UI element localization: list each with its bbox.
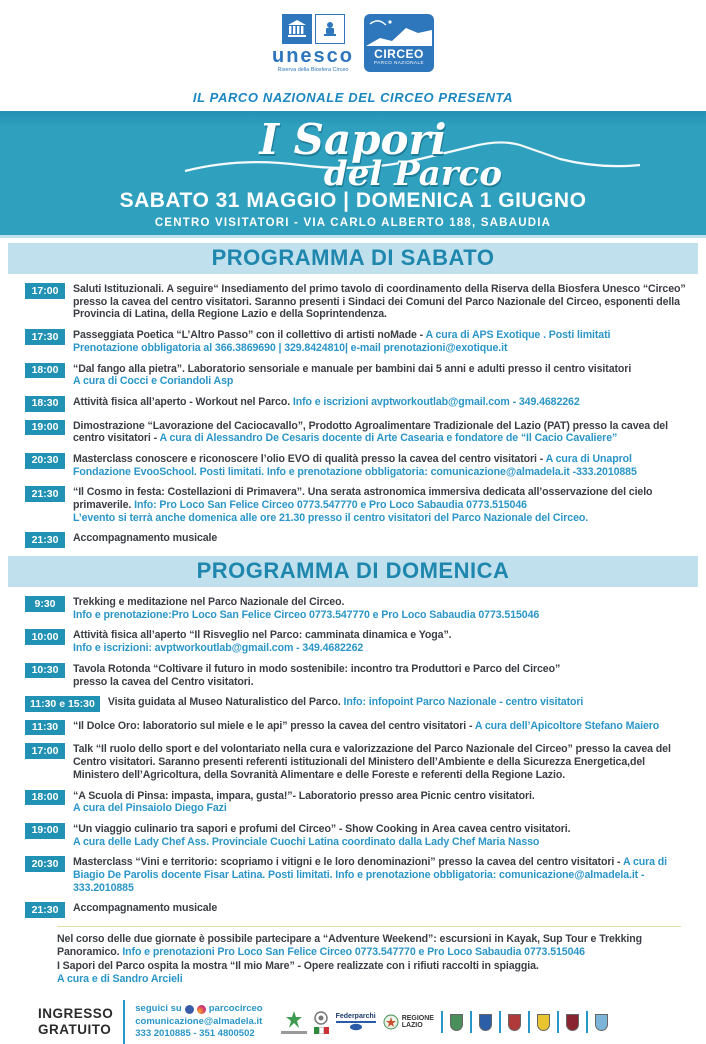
info-text: A cura di Biagio De Parolis docente Fisar Latina. Posti limitati. Info e prenotazione obbligatoria: comunicazione@almadela.it - 333.2010885 — [73, 856, 667, 894]
crest-separator — [528, 1011, 530, 1033]
event-text: Attività fisica all’aperto - Workout nel Parco. — [73, 395, 293, 408]
event-description — [108, 696, 583, 709]
facebook-icon — [185, 1005, 194, 1014]
unesco-emblem-icon — [315, 14, 345, 44]
event-description — [73, 486, 692, 524]
event-text: presso la cavea del Centro visitatori. — [73, 675, 254, 688]
event-description — [73, 453, 692, 478]
event-description — [73, 663, 560, 688]
time-badge: 9:30 — [25, 596, 65, 612]
event-description — [73, 902, 217, 915]
saturday-heading: PROGRAMMA DI SABATO — [211, 245, 495, 270]
time-badge: 18:00 — [25, 363, 65, 379]
time-badge: 20:30 — [25, 453, 65, 469]
saturday-program-list — [0, 283, 706, 548]
event-text: Trekking e meditazione nel Parco Nazionale del Circeo. — [73, 596, 345, 609]
comune-crest-logo — [595, 1014, 608, 1031]
time-badge: 21:30 — [25, 532, 65, 548]
crest-separator — [499, 1011, 501, 1033]
info-text: Info e iscrizioni: avptworkoutlab@gmail.com - 349.4682262 — [73, 642, 364, 655]
program-item — [25, 532, 692, 548]
info-text: A cura delle Lady Chef Ass. Provinciale Cuochi Latina coordinato dalla Lady Chef Maria Nasso — [73, 835, 540, 848]
time-badge: 10:30 — [25, 663, 65, 679]
info-text: Info: infopoint Parco Nazionale - centro visitatori — [343, 696, 584, 709]
free-admission-line1: INGRESSO — [38, 1006, 114, 1022]
event-text: “Il Cosmo in festa: Costellazioni di Primavera”. Una serata astronomica immersiva dedicata all’osservazione del cielo primaverile. — [73, 486, 653, 512]
time-badge: 19:00 — [25, 420, 65, 436]
poster-title-line1: I Sapori — [259, 115, 447, 164]
info-text: A cura di Alessandro De Cesaris docente di Arte Casearia e fondatore de “Il Cacio Cavaliere” — [159, 432, 618, 445]
program-item — [25, 396, 692, 412]
info-text: A cura e di Sandro Arcieli — [57, 972, 183, 985]
unesco-wordmark: unesco — [271, 45, 355, 67]
free-admission-line2: GRATUITO — [38, 1022, 112, 1037]
note-separator — [57, 926, 681, 927]
info-text: Info e prenotazione:Pro Loco San Felice Circeo 0773.547770 e Pro Loco Sabaudia 0773.515046 — [73, 608, 540, 621]
info-text: Info: Pro Loco San Felice Circeo 0773.547770 e Pro Loco Sabaudia 0773.515046 — [134, 499, 527, 512]
time-badge: 21:30 — [25, 486, 65, 502]
info-text: A cura di Unaprol Fondazione EvooSchool. Posti limitati. Info e prenotazione obbligatoria: comunicazione@almadela.it -333.2010885 — [73, 452, 637, 478]
sunday-heading: PROGRAMMA DI DOMENICA — [196, 558, 510, 584]
circeo-logo-sub: PARCO NAZIONALE — [374, 60, 424, 65]
time-badge: 18:30 — [25, 396, 65, 412]
program-item — [25, 329, 692, 354]
header-logos — [0, 0, 706, 88]
comune-crest-logo — [508, 1014, 521, 1031]
event-description — [73, 532, 217, 545]
time-badge: 11:30 — [25, 720, 65, 736]
info-text: L’evento si terrà anche domenica alle ore 21.30 presso il centro visitatori del Parco Nazionale del Circeo. — [73, 511, 589, 524]
event-description — [73, 856, 692, 894]
crest-separator — [441, 1011, 443, 1033]
comune-crest-logo — [479, 1014, 492, 1031]
circeo-logo-name: CIRCEO — [374, 47, 424, 61]
event-description — [73, 720, 659, 733]
time-badge: 17:30 — [25, 329, 65, 345]
crest-separator — [586, 1011, 588, 1033]
title-banner — [0, 111, 706, 238]
program-item — [25, 453, 692, 478]
partner-logos — [281, 1010, 608, 1034]
event-description — [73, 329, 610, 354]
regione-label-2: LAZIO — [401, 1022, 423, 1029]
contact-phones: 333 2010885 - 351 4800502 — [135, 1028, 255, 1040]
program-item — [25, 743, 692, 781]
sunday-program-list — [0, 596, 706, 918]
closing-note — [0, 933, 706, 986]
time-badge: 11:30 e 15:30 — [25, 696, 100, 712]
free-admission-label — [38, 1006, 113, 1037]
event-dates: SABATO 31 MAGGIO | DOMENICA 1 GIUGNO — [119, 189, 587, 212]
footer-divider — [123, 1000, 125, 1044]
event-text: “A Scuola di Pinsa: impasta, impara, gusta!”- Laboratorio presso area Picnic centro visitatori. — [73, 789, 535, 802]
event-text: Visita guidata al Museo Naturalistico del Parco. — [107, 696, 344, 709]
event-text: “Il Dolce Oro: laboratorio sul miele e le api” presso la cavea del centro visitatori - — [73, 719, 475, 732]
event-description — [73, 363, 631, 388]
circeo-mountain-icon — [366, 16, 432, 46]
unesco-squares — [282, 14, 345, 44]
event-text: Attività fisica all’aperto “Il Risveglio nel Parco: camminata dinamica e Yoga”. — [73, 629, 452, 642]
presents-line: IL PARCO NAZIONALE DEL CIRCEO PRESENTA — [192, 90, 514, 105]
poster-title-line2: del Parco — [323, 154, 503, 194]
event-text: Talk “Il ruolo dello sport e del volontariato nella cura e valorizzazione del Parco Nazionale del Circeo” presso la cavea del Centro visitatori. Saranno presenti referenti istituzionali del Ministero dell’Ambiente e della Sicurezza Energetica,del Ministero dell’Agricoltura, della Sovranità Alimentare e delle Foreste e referenti della Regione Lazio. — [73, 743, 671, 781]
footer — [0, 986, 706, 1044]
crest-separator — [470, 1011, 472, 1033]
program-item — [25, 596, 692, 621]
contact-email: comunicazione@almadela.it — [135, 1015, 263, 1027]
info-text: Prenotazione obbligatoria al 366.3869690 | 329.8424810| e-mail prenotazioni@exotique.it — [73, 341, 508, 354]
program-item — [25, 720, 692, 736]
event-description — [73, 596, 539, 621]
crest-separator — [557, 1011, 559, 1033]
program-item — [25, 663, 692, 688]
event-text: I Sapori del Parco ospita la mostra “Il mio Mare” - Opere realizzate con i rifiuti raccolti in spiaggia. — [57, 959, 539, 972]
program-item — [25, 420, 692, 445]
program-item — [25, 696, 692, 712]
time-badge: 17:00 — [25, 283, 65, 299]
event-text: Accompagnamento musicale — [73, 902, 218, 915]
event-text: Nel corso delle due giornate è possibile partecipare a “Adventure Weekend”: escursioni in Kayak, Sup Tour e Trekking Panoramico. — [57, 933, 642, 959]
time-badge: 21:30 — [25, 902, 65, 918]
federparchi-logo: Federparchi — [336, 1013, 376, 1031]
program-item — [25, 486, 692, 524]
event-text: Tavola Rotonda “Coltivare il futuro in modo sostenibile: incontro tra Produttori e Parco del Circeo” — [73, 662, 561, 675]
program-item — [25, 283, 692, 321]
time-badge: 18:00 — [25, 790, 65, 806]
program-item — [25, 823, 692, 848]
saturday-heading-band — [8, 243, 698, 274]
program-item — [25, 902, 692, 918]
info-text: A cura dell’Apicoltore Stefano Maiero — [474, 719, 660, 732]
time-badge: 19:00 — [25, 823, 65, 839]
regione-lazio-logo — [383, 1014, 434, 1030]
social-prefix: seguici su — [135, 1002, 182, 1014]
event-description — [73, 790, 535, 815]
time-badge: 20:30 — [25, 856, 65, 872]
comune-crest-logo — [566, 1014, 579, 1031]
event-text: “Un viaggio culinario tra sapori e profumi del Circeo” - Show Cooking in Area cavea centro visitatori. — [73, 822, 571, 835]
regione-label-1: REGIONE — [401, 1014, 434, 1022]
event-text: “Dal fango alla pietra”. Laboratorio sensoriale e manuale per bambini dai 5 anni e adulti presso il centro visitatori — [73, 362, 632, 375]
time-badge: 10:00 — [25, 629, 65, 645]
event-description — [73, 823, 570, 848]
event-description — [73, 743, 692, 781]
unesco-logo — [272, 14, 354, 73]
unesco-tagline: Riserva della Biosfera Circeo — [277, 67, 349, 73]
comune-crest-logo — [450, 1014, 463, 1031]
program-item — [25, 363, 692, 388]
program-item — [25, 629, 692, 654]
instagram-icon — [197, 1005, 206, 1014]
ministry-star-logo — [281, 1010, 307, 1034]
ministry-emblem-logo — [314, 1011, 329, 1034]
program-item — [25, 790, 692, 815]
event-venue: CENTRO VISITATORI - VIA CARLO ALBERTO 188, SABAUDIA — [154, 217, 552, 229]
info-text: A cura del Pinsaiolo Diego Fazi — [73, 802, 227, 815]
event-text: Masterclass “Vini e territorio: scopriamo i vitigni e le loro denominazioni” presso la cavea del centro visitatori - — [73, 856, 623, 869]
info-text: A cura di APS Exotique . Posti limitati — [425, 329, 611, 342]
social-handle: parcocirceo — [208, 1002, 263, 1014]
circeo-park-logo — [364, 14, 434, 72]
event-text: Saluti Istituzionali. A seguire“ Insediamento del primo tavolo di coordinamento della Riserva della Biosfera Unesco “Circeo” presso la cavea del centro visitatori. Saranno presenti i Sindaci dei Comuni del Parco Nazionale del Circeo, esponenti della Provincia di Latina, della Regione Lazio e della Soprintendenza. — [73, 283, 686, 321]
comune-crest-logo — [537, 1014, 550, 1031]
event-text: Passeggiata Poetica “L’Altro Passo” con il collettivo di artisti noMade - — [73, 329, 426, 342]
info-text: Info e prenotazioni Pro Loco San Felice Circeo 0773.547770 e Pro Loco Sabaudia 0773.515046 — [122, 946, 585, 959]
event-text: Dimostrazione “Lavorazione del Caciocavallo”, Prodotto Agroalimentare Tradizionale del Lazio (PAT) presso la cavea del centro visitatori - — [73, 419, 668, 445]
unesco-temple-icon — [282, 14, 312, 44]
event-description — [73, 629, 452, 654]
event-description — [73, 396, 580, 409]
info-text: Info e iscrizioni avptworkoutlab@gmail.com - 349.4682262 — [292, 395, 580, 408]
program-item — [25, 856, 692, 894]
sunday-heading-band — [8, 556, 698, 587]
event-description — [73, 283, 692, 321]
municipal-crests — [441, 1011, 608, 1033]
event-text: Accompagnamento musicale — [73, 532, 218, 545]
poster-title — [0, 115, 706, 194]
info-text: A cura di Cocci e Coriandoli Asp — [73, 375, 234, 388]
social-block — [135, 1003, 262, 1041]
event-description — [73, 420, 692, 445]
time-badge: 17:00 — [25, 743, 65, 759]
event-text: Masterclass conoscere e riconoscere l’olio EVO di qualità presso la cavea del centro visitatori - — [73, 452, 546, 465]
